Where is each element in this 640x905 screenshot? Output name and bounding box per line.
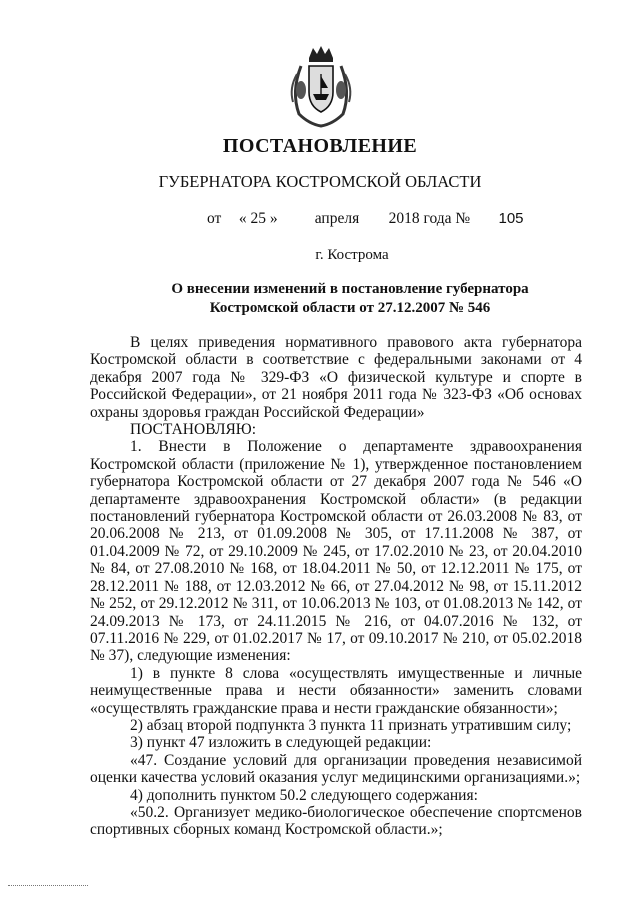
date-prefix: от (207, 210, 222, 227)
preamble-paragraph: В целях приведения нормативного правового акта губернатора Костромской области в соответствие с федеральными законами от 4 декабря 2007 года № 329-ФЗ «О физической культуре и спорте в Российской Федерации», от 21 ноября 2011 года № 323-ФЗ «Об основах охраны здоровья граждан Российской Федерации» (90, 334, 582, 421)
date-day: « 25 » (238, 210, 278, 227)
document-subject (30, 280, 640, 318)
subitem-2-paragraph: 2) абзац второй подпункта 3 пункта 11 признать утратившим силу; (130, 716, 572, 734)
subitem-3-paragraph: 3) пункт 47 изложить в следующей редакции: (130, 734, 432, 752)
subject-line-1: О внесении изменений в постановление губернатора (171, 281, 529, 297)
date-month: апреля (314, 210, 360, 227)
subject-line-2: Костромской области от 27.12.2007 № 546 (209, 300, 491, 316)
issuer: ГУБЕРНАТОРА КОСТРОМСКОЙ ОБЛАСТИ (158, 172, 482, 191)
city: г. Кострома (315, 247, 389, 263)
coat-of-arms-icon (287, 44, 355, 128)
footer-dotted-rule (8, 885, 88, 886)
decree-word: ПОСТАНОВЛЯЮ: (130, 421, 257, 439)
document-type: ПОСТАНОВЛЕНИЕ (222, 135, 418, 157)
document-number: 105 (498, 210, 524, 227)
subitem-1-paragraph: 1) в пункте 8 слова «осуществлять имущественные и личные неимущественные права и нести обязанности» заменить словами «осуществлять гражданские права и нести гражданские обязанности»; (90, 664, 582, 717)
date-year: 2018 года № (388, 210, 471, 227)
document-body (90, 334, 582, 839)
item-1-paragraph: 1. Внести в Положение о департаменте здравоохранения Костромской области (приложение № 1), утвержденное постановлением губернатора Костромской области от 27 декабря 2007 года № 546 «О департаменте здравоохранения Костромской области» (в редакции постановлений губернатора Костромской области от 26.03.2008 № 83, от 20.06.2008 № 213, от 01.09.2008 № 305, от 17.11.2008 № 387, от 01.04.2009 № 72, от 29.10.2009 № 245, от 17.02.2010 № 23, от 20.04.2010 № 84, от 27.08.2010 № 168, от 18.04.2011 № 50, от 12.12.2011 № 175, от 28.12.2011 № 188, от 12.03.2012 № 66, от 27.04.2012 № 98, от 15.11.2012 № 252, от 29.12.2012 № 311, от 10.06.2013 № 103, от 01.08.2013 № 142, от 24.09.2013 № 173, от 24.11.2015 № 216, от 04.07.2016 № 132, от 07.11.2016 № 229, от 01.02.2017 № 17, от 09.10.2017 № 210, от 05.02.2018 № 37), следующие изменения: (90, 438, 582, 665)
quote-50-2-paragraph: «50.2. Организует медико-биологическое обеспечение спортсменов спортивных сборных команд Костромской области.»; (90, 803, 582, 839)
quote-47-paragraph: «47. Создание условий для организации проведения независимой оценки качества условий оказания услуг медицинскими организациями.»; (90, 751, 582, 787)
subitem-4-paragraph: 4) дополнить пунктом 50.2 следующего содержания: (130, 786, 478, 804)
date-line (207, 210, 524, 228)
